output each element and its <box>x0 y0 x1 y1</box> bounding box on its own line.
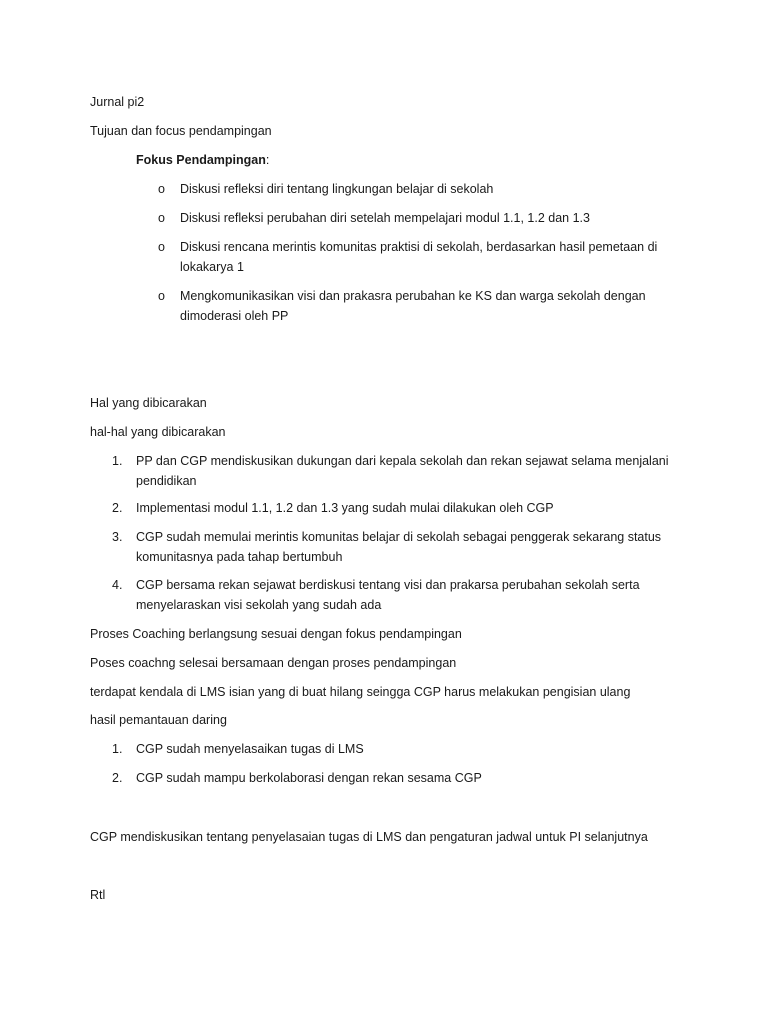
list-number: 3. <box>112 530 123 544</box>
list-number: 1. <box>112 454 123 468</box>
discussion-item-text: CGP sudah memulai merintis komunitas belajar di sekolah sebagai penggerak sekarang status komunitasnya pada tahap bertumbuh <box>136 530 662 564</box>
coaching-done-paragraph: Poses coachng selesai bersamaan dengan proses pendampingan <box>90 656 457 670</box>
focus-colon: : <box>265 153 270 167</box>
monitoring-list-item <box>112 768 672 788</box>
monitoring-heading: hasil pemantauan daring <box>90 713 227 727</box>
discussion-list-item <box>112 451 672 491</box>
document-title: Jurnal pi2 <box>90 95 145 109</box>
discussion-list-item <box>112 498 672 518</box>
monitoring-item-text: CGP sudah mampu berkolaborasi dengan rekan sesama CGP <box>136 771 482 785</box>
focus-item-text: Diskusi rencana merintis komunitas praktisi di sekolah, berdasarkan hasil pemetaan di lokakarya 1 <box>180 240 658 274</box>
discussion-subheading: hal-hal yang dibicarakan <box>90 425 226 439</box>
monitoring-list-item <box>112 739 672 759</box>
lms-issue-paragraph: terdapat kendala di LMS isian yang di buat hilang seingga CGP harus melakukan pengisian ulang <box>90 685 631 699</box>
focus-list-item <box>158 179 678 199</box>
focus-list-item <box>158 237 678 277</box>
bullet-marker: o <box>158 289 165 303</box>
focus-list-item <box>158 208 678 228</box>
rtl-label: Rtl <box>90 888 106 902</box>
bullet-marker: o <box>158 182 165 196</box>
focus-item-text: Diskusi refleksi diri tentang lingkungan belajar di sekolah <box>180 182 494 196</box>
bullet-marker: o <box>158 240 165 254</box>
list-number: 2. <box>112 771 123 785</box>
focus-label: Fokus Pendampingan <box>136 153 266 167</box>
bullet-marker: o <box>158 211 165 225</box>
focus-list-item <box>158 286 678 326</box>
focus-item-text: Mengkomunikasikan visi dan prakasra perubahan ke KS dan warga sekolah dengan dimoderasi oleh PP <box>180 289 646 323</box>
discussion-item-text: CGP bersama rekan sejawat berdiskusi tentang visi dan prakarsa perubahan sekolah serta menyelaraskan visi sekolah yang sudah ada <box>136 578 640 612</box>
closing-paragraph: CGP mendiskusikan tentang penyelasaian tugas di LMS dan pengaturan jadwal untuk PI selanjutnya <box>90 830 648 844</box>
focus-item-text: Diskusi refleksi perubahan diri setelah mempelajari modul 1.1, 1.2 dan 1.3 <box>180 211 590 225</box>
discussion-list-item <box>112 527 672 567</box>
monitoring-item-text: CGP sudah menyelasaikan tugas di LMS <box>136 742 364 756</box>
discussion-list-item <box>112 575 672 615</box>
list-number: 4. <box>112 578 123 592</box>
focus-heading <box>136 150 269 170</box>
list-number: 2. <box>112 501 123 515</box>
coaching-process-paragraph: Proses Coaching berlangsung sesuai dengan fokus pendampingan <box>90 627 462 641</box>
discussion-item-text: PP dan CGP mendiskusikan dukungan dari kepala sekolah dan rekan sejawat selama menjalani pendidikan <box>136 454 669 488</box>
goal-heading: Tujuan dan focus pendampingan <box>90 124 272 138</box>
list-number: 1. <box>112 742 123 756</box>
discussion-item-text: Implementasi modul 1.1, 1.2 dan 1.3 yang sudah mulai dilakukan oleh CGP <box>136 501 554 515</box>
discussion-heading: Hal yang dibicarakan <box>90 396 207 410</box>
